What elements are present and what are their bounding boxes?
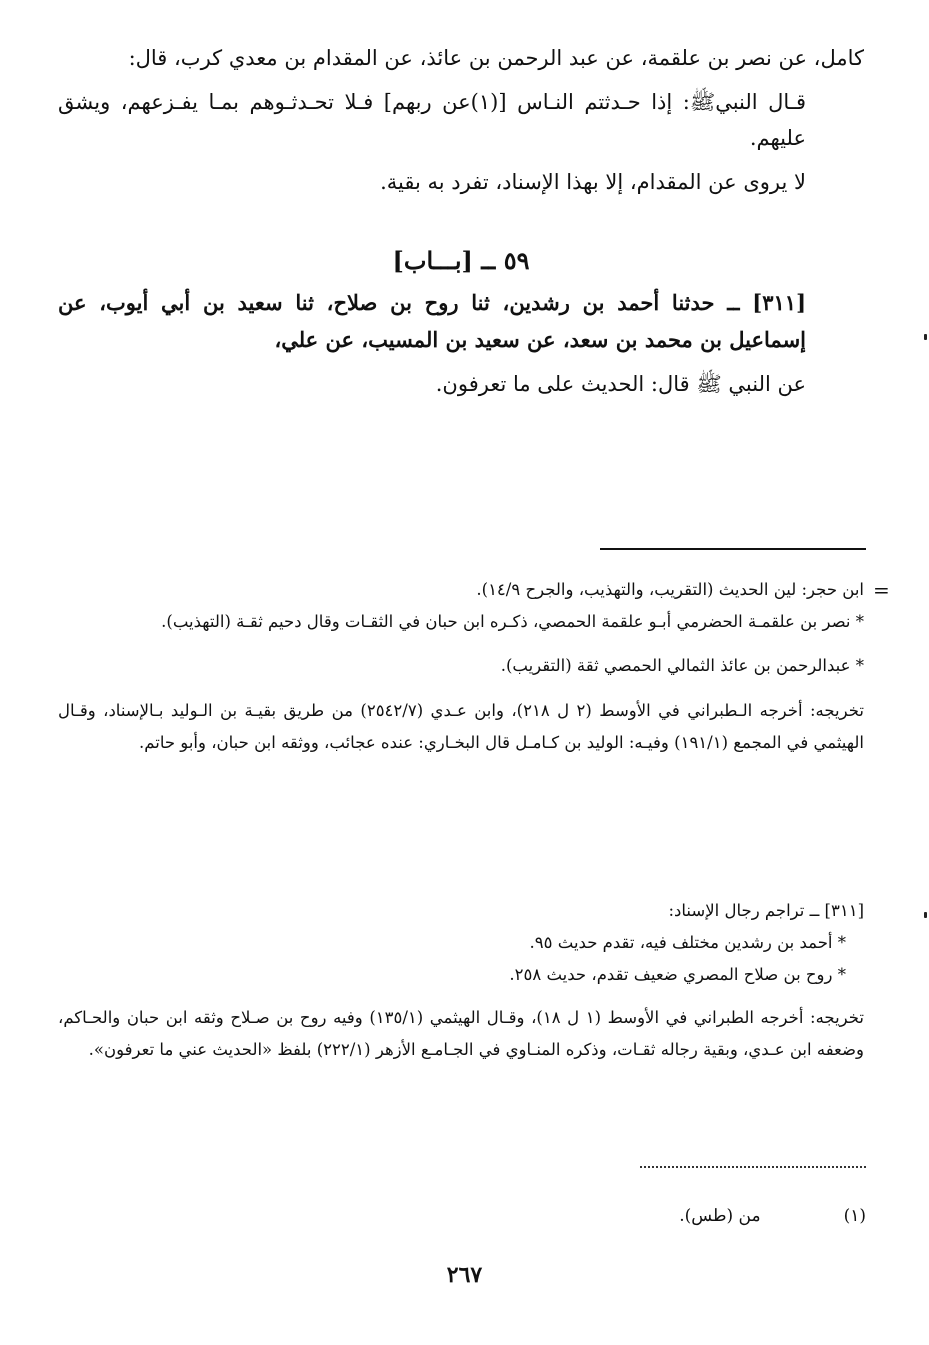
- footnote-line: [٣١١] ــ تراجم رجال الإسناد:: [668, 901, 864, 920]
- footnote-line: * روح بن صلاح المصري ضعيف تقدم، حديث ٢٥٨.: [509, 965, 846, 985]
- hadith-text: قـال النبيﷺ: إذا حـدثتم النـاس [(١)عن ربهم] فـلا تحـدثـوهم بمـا يفـزعهم، ويشق عليهم.: [58, 90, 806, 151]
- note-text: من (طس).: [679, 1206, 761, 1226]
- comment-text: لا يروى عن المقدام، إلا بهذا الإسناد، تفرد به بقية.: [380, 170, 806, 195]
- footnote-line: تخريجه: أخرجه الطبراني في الأوسط (١ ل ١٨)، وقـال الهيثمي (١٣٥/١) وفيه روح بن صـلاح وثقه ابن حبان والحـاكم، وضعفه ابن عـدي، وبقية رجاله ثقـات، وذكره المنـاوي في الجـامـع الأزهر (٢٢٢/١) بلفظ «الحديث عني ما تعرفون».: [58, 1007, 865, 1059]
- footnote-block-2: [58, 895, 864, 1066]
- note-number: (١): [843, 1206, 866, 1226]
- editor-note: [600, 1206, 866, 1226]
- page-number: ٢٦٧: [446, 1262, 483, 1288]
- chapter-heading: ٥٩ ــ [بـــاب]: [392, 246, 530, 276]
- footnote-separator: [600, 548, 866, 550]
- scan-speck: [924, 912, 927, 918]
- isnad-311: [٣١١] ــ حدثنا أحمد بن رشدين، ثنا روح بن صلاح، ثنا سعيد بن أبي أيوب، عن إسماعيل بن محمد بن سعد، عن سعيد بن المسيب، عن علي،: [58, 290, 806, 352]
- scan-speck: [924, 334, 927, 340]
- hadith-311: عن النبي ﷺ قال: الحديث على ما تعرفون.: [435, 371, 806, 396]
- footnote-line: * نصر بن علقمـة الحضرمي أبـو علقمة الحمصي، ذكـره ابن حبان في الثقـات وقال دحيم ثقـة (التهذيب).: [161, 612, 864, 632]
- footnote-line: * أحمد بن رشدين مختلف فيه، تقدم حديث ٩٥.: [529, 933, 846, 953]
- isnad-line: كامل، عن نصر بن علقمة، عن عبد الرحمن بن عائذ، عن المقدام بن معدي كرب، قال:: [128, 46, 864, 70]
- continuation-mark: =: [873, 578, 890, 602]
- note-separator: [640, 1166, 866, 1168]
- footnote-line: تخريجه: أخرجه الـطبراني في الأوسط (٢ ل ٢١٨)، وابن عـدي (٢٥٤٢/٧) من طريق بقيـة بن الـوليد بـالإسناد، وقـال الهيثمي في المجمع (١٩١/١) وفيـه: الوليد بن كـامـل قال البخـاري: عنده عجائب، ووثقه ابن حبان، وأبو حاتم.: [58, 700, 864, 752]
- footnote-block-1: [58, 574, 864, 759]
- main-text: [58, 40, 864, 402]
- footnote-line: * عبدالرحمن بن عائذ الثمالي الحمصي ثقة (التقريب).: [500, 656, 864, 676]
- footnote-line: ابن حجر: لين الحديث (التقريب، والتهذيب، والجرح ١٤/٩).: [476, 580, 864, 599]
